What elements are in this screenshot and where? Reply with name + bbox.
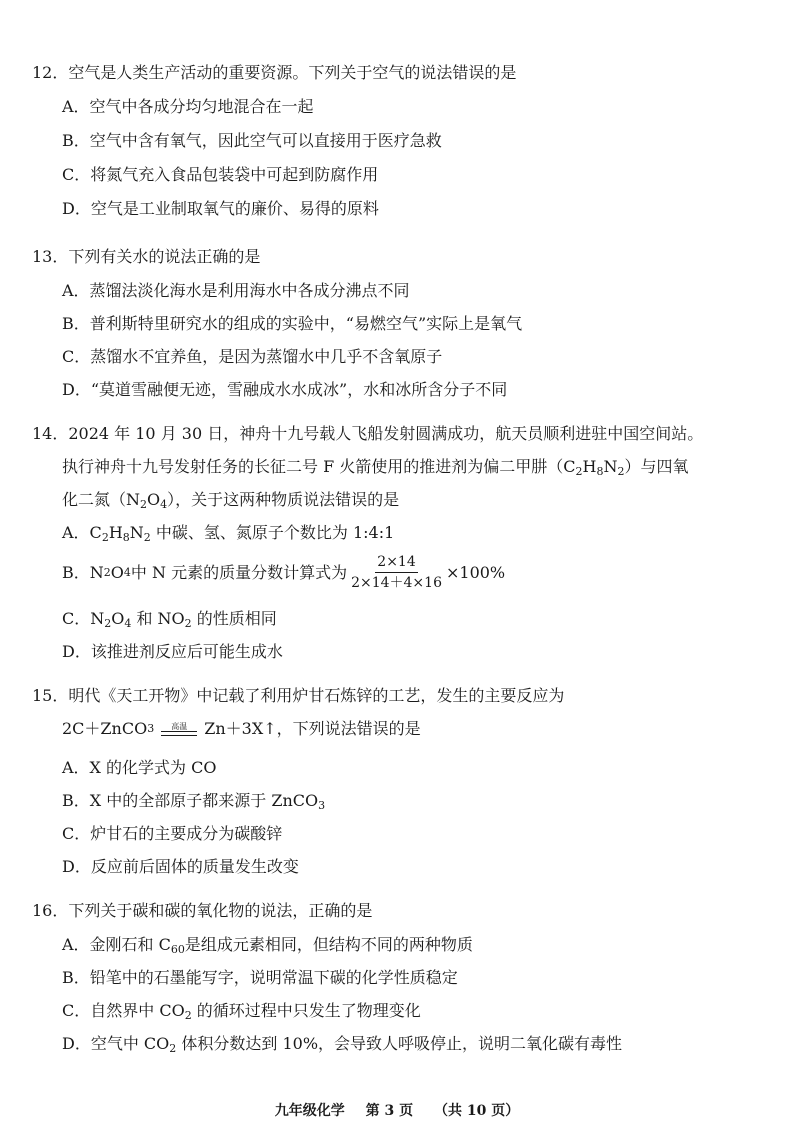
q15-eq-left: 2C＋ZnCO [62,719,148,738]
q14-a-n: N [129,523,144,542]
question-15-option-d: D．反应前后固体的质量发生改变 [62,857,299,876]
question-16-option-c [62,1000,421,1022]
question-15-option-a: A．X 的化学式为 CO [62,758,217,777]
question-12-option-c: C．将氮气充入食品包装袋中可起到防腐作用 [62,165,379,184]
question-15-stem-line1: 15．明代《天工开物》中记载了利用炉甘石炼锌的工艺，发生的主要反应为 [32,686,565,705]
q14-a-sub-n: 2 [143,531,151,544]
q14-n: N [603,457,618,476]
q14-b-pre: B．N [62,562,104,582]
q14-o: O [147,490,161,509]
question-12-option-d: D．空气是工业制取氧气的廉价、易得的原料 [62,199,379,218]
q14-line2-text-b: ）与四氧 [624,457,689,476]
q14-c-mid: 和 NO [131,609,185,628]
question-13-option-a: A．蒸馏法淡化海水是利用海水中各成分沸点不同 [62,281,410,300]
question-13-option-b: B．普利斯特里研究水的组成的实验中，“易燃空气”实际上是氧气 [62,314,523,333]
q14-sub-n: 2 [617,465,625,478]
question-13-option-d: D．“莫道雪融便无迹，雪融成水水成冰”，水和冰所含分子不同 [62,380,508,399]
q16-a-pre: A．金刚石和 C [62,935,171,954]
question-16-option-a [62,934,473,956]
q16-a-sub: 60 [170,943,185,956]
q16-d-post: 体积分数达到 10%，会导致人呼吸停止，说明二氧化碳有毒性 [176,1034,623,1053]
q14-a-h: H [108,523,123,542]
q16-d-pre: D．空气中 CO [62,1034,170,1053]
q16-d-sub: 2 [169,1042,177,1055]
question-12-option-a: A．空气中各成分均匀地混合在一起 [62,97,314,116]
q14-c-sub-n2: 2 [104,617,112,630]
q14-a-pre: A．C [62,523,102,542]
q14-a-sub-h: 8 [122,531,130,544]
q14-line2-text-a: 执行神舟十九号发射任务的长征二号 F 火箭使用的推进剂为偏二甲肼（C [62,457,576,476]
q16-c-post: 的循环过程中只发生了物理变化 [191,1001,421,1020]
q15-b-sub: 3 [318,799,326,812]
reaction-condition-label: 高温 [171,722,188,731]
q14-sub-h: 8 [596,465,604,478]
question-13-option-c: C．蒸馏水不宜养鱼，是因为蒸馏水中几乎不含氧原子 [62,347,443,366]
question-14-stem-line1: 14．2024 年 10 月 30 日，神舟十九号载人飞船发射圆满成功，航天员顺利进驻中国空间站。 [32,424,704,443]
q14-a-sub-c: 2 [101,531,109,544]
q14-b-post: ×100% [445,562,506,582]
q14-h: H [582,457,597,476]
footer-page-number: 第 3 页 [365,1103,414,1119]
question-14-option-c [62,608,277,630]
question-14-stem-line3 [62,489,399,511]
fraction-numerator: 2×14 [375,553,417,573]
question-14-stem-line2 [62,456,689,478]
footer-subject: 九年级化学 [274,1103,345,1119]
q16-a-post: 是组成元素相同，但结构不同的两种物质 [184,935,473,954]
mass-fraction-formula [349,553,444,592]
reaction-condition [160,722,198,736]
question-16-option-b: B．铅笔中的石墨能写字，说明常温下碳的化学性质稳定 [62,968,458,987]
fraction-denominator: 2×14＋4×16 [351,575,442,591]
question-14-option-d: D．该推进剂反应后可能生成水 [62,642,283,661]
question-12-stem: 12．空气是人类生产活动的重要资源。下列关于空气的说法错误的是 [32,63,517,82]
q14-c-sub-o4: 4 [124,617,132,630]
question-15-option-b [62,790,325,812]
question-13-stem: 13．下列有关水的说法正确的是 [32,247,261,266]
question-12-option-b: B．空气中含有氧气，因此空气可以直接用于医疗急救 [62,131,442,150]
q14-sub-n2: 2 [140,498,148,511]
q14-line3-text-a: 化二氮（N [62,490,141,509]
q14-c-post: 的性质相同 [191,609,277,628]
q14-c-sub-no2: 2 [184,617,192,630]
q16-c-pre: C．自然界中 CO [62,1001,185,1020]
q14-c-pre: C．N [62,609,105,628]
question-16-option-d [62,1033,622,1055]
q14-a-post: 中碳、氢、氮原子个数比为 1:4:1 [150,523,395,542]
q14-b-o: O [110,562,124,582]
question-15-equation: 2C＋ZnCO 3 高温 Zn＋3X↑，下列说法错误的是 [62,719,421,738]
page-footer [0,1100,794,1120]
question-15-option-c: C．炉甘石的主要成分为碳酸锌 [62,824,283,843]
question-16-stem: 16．下列关于碳和碳的氧化物的说法，正确的是 [32,901,373,920]
q14-c-o: O [111,609,125,628]
q14-sub-c: 2 [575,465,583,478]
question-14-option-a [62,522,394,544]
q15-b-pre: B．X 中的全部原子都来源于 ZnCO [62,791,319,810]
footer-total-pages: （共 10 页） [434,1103,520,1119]
q14-b-mid: 中 N 元素的质量分数计算式为 [130,562,348,582]
question-14-option-b: B．N 2 O 4 中 N 元素的质量分数计算式为 $\frac{2\times 14}{2\times 14+4\times 16}$ ×100% [62,554,506,591]
q14-line3-text-b: ），关于这两种物质说法错误的是 [167,490,400,509]
q16-c-sub: 2 [184,1009,192,1022]
q14-sub-o4: 4 [160,498,168,511]
q15-eq-right: Zn＋3X↑，下列说法错误的是 [204,719,421,738]
double-line-top [161,731,197,732]
double-line-bottom [161,735,197,736]
